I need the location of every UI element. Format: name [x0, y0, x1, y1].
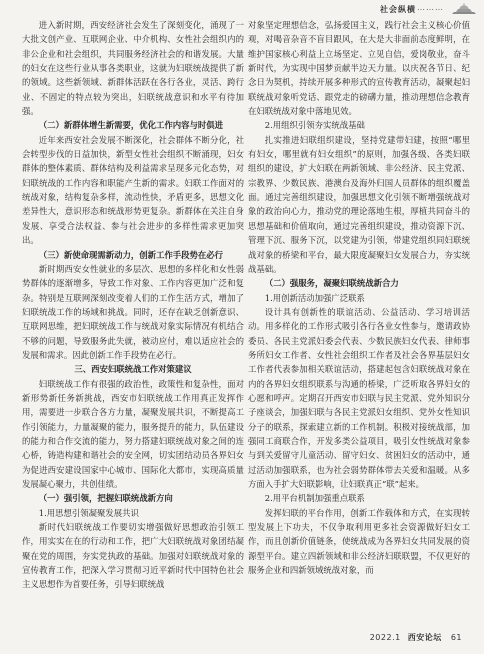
paragraph: 新时代妇联统战工作要切实增强做好思想政治引领工作，用实实在在的行动和工作，把广大妇联统战对象团结凝聚在党的周围，夯实党执政的基础。加强对妇联统战对象的宣传教育工作，把深入学习贯彻习近平新时代中国特色社会主义思想作为首要任务，引导妇联统战 [22, 522, 244, 590]
paragraph: 近年来西安社会发展不断深化，社会群体不断分化，社会转型步伐的日益加快，新型女性社会组织不断涌现，妇女群体的整体素质、群体结构及利益需求呈现多元化态势，对妇联统战的工作内容和职能产生新的需求。妇联工作面对的统战对象，结构复杂多样，流动性快，矛盾更多，思想文化差异性大，意识形态和统战形势更复杂。新群体在关注自身发展、享受合法权益、参与社会进步的多样性需求更加突出。 [22, 134, 244, 246]
magazine-name: 西安论坛 [407, 633, 442, 642]
section-heading: （三）新使命现需新动力，创新工作手段势在必行 [38, 249, 224, 260]
section-title: 社会纵横 [380, 5, 416, 14]
paragraph: 扎实推进妇联组织建设，坚持党建带妇建，按照“哪里有妇女，哪里就有妇女组织”的原则，加强各级、各类妇联组织的建设，扩大妇联在两新领域、非公经济、民主党派、宗教界、少数民族、港澳台及海外归国人员群体的组织覆盖面。通过完善组织建设，加强思想文化引领不断增强统战对象的政治向心力，推动党的理论落地生根，厚植共同奋斗的思想基础和价值取向，通过完善组织建设，推动资源下沉、管理下沉、服务下沉，以党建为引领，带建党组织同妇联统战对象的桥梁和平台，最大限度凝聚妇女发展合力，夯实统战基础。 [248, 134, 470, 274]
section-heading: （二）新群体增生新需要，优化工作内容与时俱进 [38, 120, 224, 131]
page-header [0, 0, 484, 18]
issue-number: 2022.1 [369, 633, 401, 642]
paragraph: 2.用平台机制加强重点联系 [264, 493, 365, 504]
chapter-heading: 三、西安妇联统战工作对策建议 [74, 364, 192, 375]
paragraph: 妇联统战工作有很强的政治性，政策性和复杂性，面对新形势新任务新挑战，西安市妇联统战工作用真正发挥作用，需要进一步联合各方力量，凝聚发展共识，不断提高工作引领能力，力量凝聚的能力，服务提升的能力，队伍建设的能力和合作交流的能力，努力搭建妇联统战对象之间的连心桥，铸造构建和谐社会的安全网，切实团结动员各界妇女为促进西安建设国家中心城市、国际化大都市，实现高质量发展凝心聚力，共创佳绩。 [22, 378, 244, 489]
page-footer [370, 632, 462, 643]
paragraph: 对象坚定理想信念，弘扬爱国主义，践行社会主义核心价值观，对喝音杂音不盲目跟风，在大是大非面前态度鲜明，在维护国家核心利益上立场坚定、立见自信，爱岗敬业，奋斗新时代，为实现中国梦贡献半边天力量。以庆祝各节日、纪念日为契机，持续开展多种形式的宣传教育活动，凝聚起妇联统战对象听党话、跟党走的磅礴力量，推动理想信念教育在妇联统战对象中落地见效。 [248, 20, 470, 117]
header-dots: ……… [417, 3, 444, 12]
page-number: 61 [450, 633, 462, 642]
left-text-column [22, 18, 244, 592]
paragraph: 设计具有创新性的联谊活动、公益活动、学习培训活动。用多样化的工作形式吸引各行各业女性参与，邀请政协委员、各民主党派妇委会代表、少数民族妇女代表、律师事务所妇女工作者、女性社会组织工作者及社会各界基层妇女工作者代表参加相关联谊活动，搭建起包含妇联统战对象在内的各界妇女组织联系与沟通的桥梁，广泛听取各界妇女的心愿和呼声。定期召开西安市妇联与民主党派、党外知识分子座谈会，加强妇联与各民主党派妇女组织、党外女性知识分子的联系，探索建立新的工作机制。积极对接统战部，加强同工商联合作，开发多类公益项目，吸引女性统战对象参与到关爱留守儿童活动、留守妇女、贫困妇女的活动中，通过活动加强联系，也为社会弱势群体带去关爱和温暖。从多方面入手扩大妇联影响，让妇联真正“联”起来。 [248, 306, 470, 489]
paragraph: 1.用创新活动加强广泛联系 [264, 292, 365, 303]
section-heading: （二）强服务，凝聚妇联统战新合力 [264, 278, 399, 289]
section-heading: （一）强引领，把握妇联统战新方向 [38, 493, 173, 504]
right-text-column [248, 18, 470, 577]
paragraph: 发挥妇联的平台作用，创新工作载体和方式，在实现转型发展上下功夫，不仅争取利用更多社会资源做好妇女工作，而且创新价值链条，使统战成为各界妇女共同发展的资源型平台。建立四新领域和非公经济妇联联盟，不仅更好的服务企业和四新领域统战对象，而 [248, 507, 470, 576]
paragraph: 新时期西安女性就业的多层次、思想的多样化和女性弱势群体的逐渐增多，导致工作对象、工作内容更加广泛和复杂。特别是互联网深刻改变着人们的工作生活方式，增加了妇联统战工作的场域和挑战。同时，还存在缺乏创新意识、互联网思维，把妇联统战工作与统战对象实际情况有机结合不够的问题，导致服务此失就，被动应付，难以适应社会的发展和需求。因此创新工作手段势在必行。 [22, 263, 244, 360]
paragraph: 进入新时期，西安经济社会发生了深刻变化，涌现了一大批文创产业、互联网企业、中介机构、女性社会组织内的非公企业和社会组织，共同服务经济社会的和谐发展。大量的妇女在这些行业从事各类职业，这就为妇联统战提供了新的领域。这些新领域、新群体活跃在各行各业，灵活、跨行业、不固定的特点较为突出，妇联统战意识和水平有待加强。 [22, 20, 244, 117]
pagoda-ornament-icon [450, 2, 478, 16]
paragraph: 2.用组织引领夯实统战基础 [264, 120, 365, 131]
paragraph: 1.用思想引领凝聚发展共识 [38, 507, 139, 518]
